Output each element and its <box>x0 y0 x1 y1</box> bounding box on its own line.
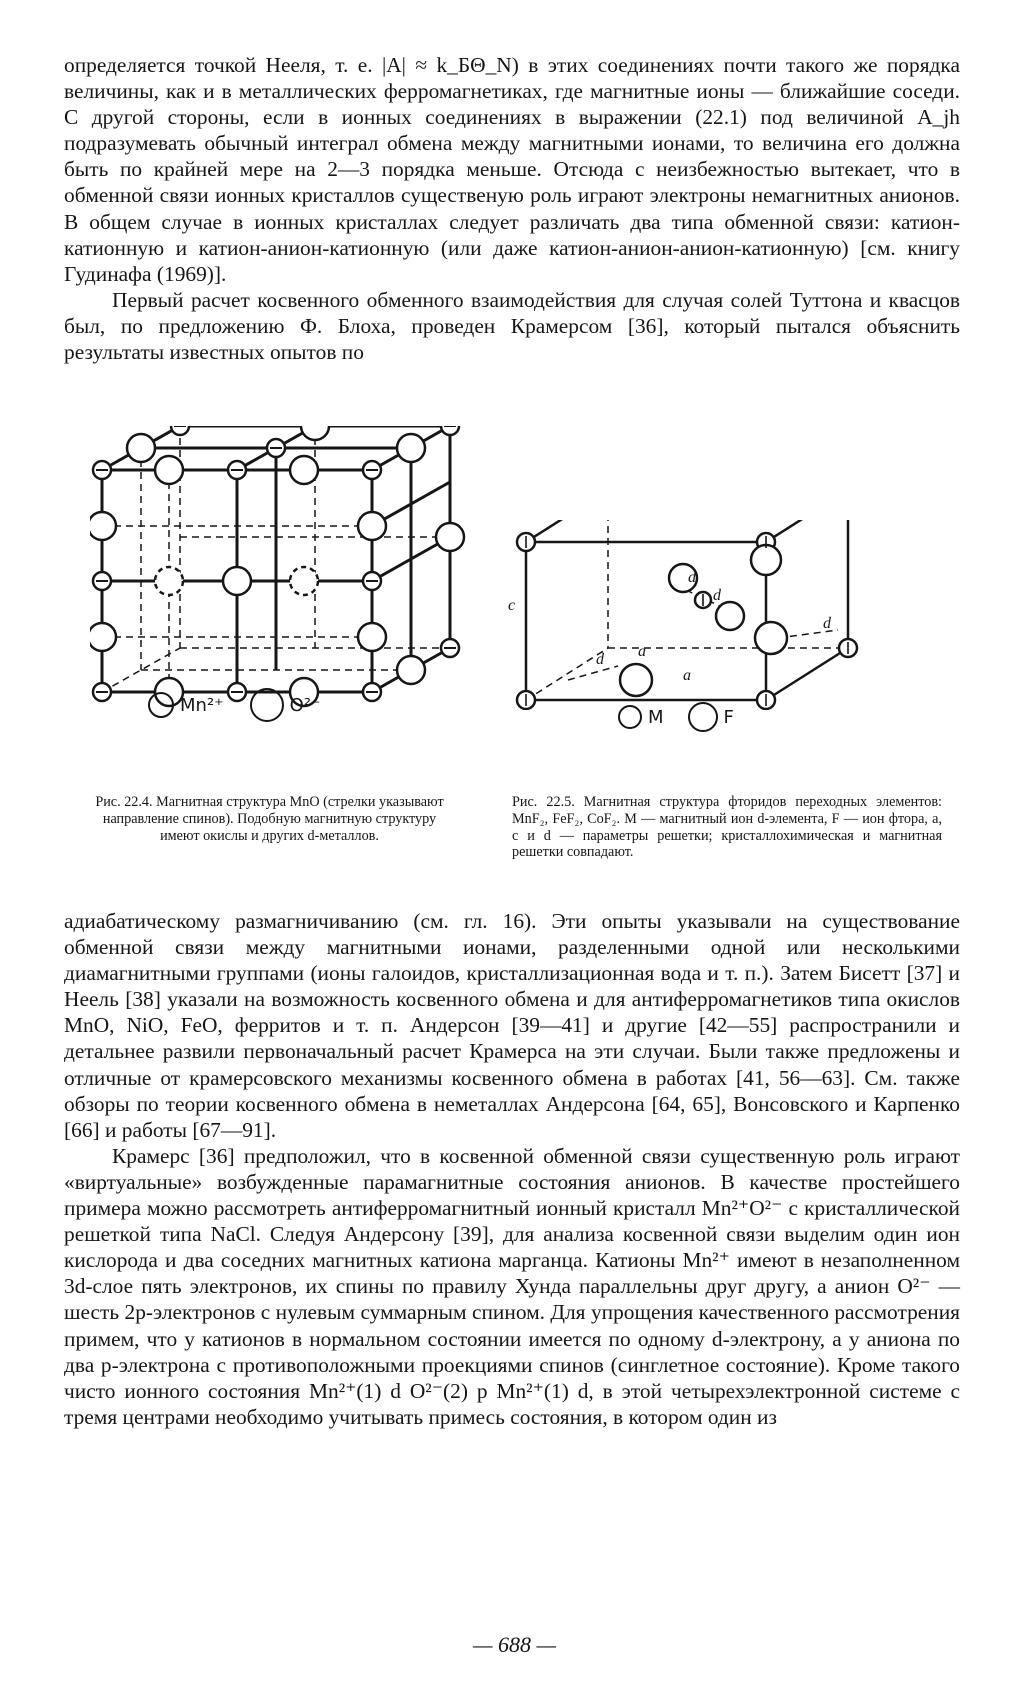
text-block-bottom <box>64 908 960 1430</box>
mno-lattice-diagram <box>90 426 470 716</box>
paragraph: определяется точкой Нееля, т. е. |A| ≈ k_БΘ_N) в этих соединениях почти такого же порядка величины, как и в металлических ферромагнетиках, где магнитные ионы — ближайшие соседи. С другой стороны, если в ионных соединениях в выражении (22.1) под величиной A_jh подразумевать обычный интеграл обмена между магнитными ионами, то величина его должна быть по крайней мере на 2—3 порядка меньше. Отсюда с неизбежностью вытекает, что в обменной связи ионных кристаллов существеную роль играют электроны немагнитных анионов. В общем случае в ионных кристаллах следует различать два типа обменной связи: катион-катионную и катион-анион-катионную (или даже катион-анион-анион-катионную) [см. книгу Гудинафа (1969)]. <box>64 53 960 286</box>
figure-caption-22-5: Рис. 22.5. Магнитная структура фторидов переходных элементов: MnF₂, FeF₂, CoF₂. M — магнитный ион d-элемента, F — ион фтора, a, c и d — параметры решетки; кристаллохимическая и магнитная решетки совпадают. <box>512 794 942 861</box>
o-ion-legend-icon <box>250 688 284 722</box>
label-a2: a <box>683 667 691 684</box>
legend-mno <box>148 688 321 722</box>
f-ion-legend-icon <box>688 702 718 732</box>
label-a: a <box>638 643 646 660</box>
legend-label-mn: Mn²⁺ <box>180 694 224 716</box>
legend-label-m: M <box>648 706 664 728</box>
label-d1: d <box>688 569 696 586</box>
label-c: c <box>508 597 516 614</box>
page-number: — 688 — <box>472 1632 557 1657</box>
figure-fluoride-structure <box>508 520 948 740</box>
paragraph: Крамерс [36] предположил, что в косвенной обменной связи существенную роль играют «виртуальные» возбужденные парамагнитные состояния анионов. В качестве простейшего примера можно рассмотреть антиферромагнитный ионный кристалл Mn²⁺O²⁻ с кристаллической решеткой типа NaCl. Следуя Андерсону [39], для анализа косвенной связи выделим один ион кислорода и два соседних магнитных катиона марганца. Катионы Mn²⁺ имеют в незаполненном 3d-слое пять электронов, их спины по правилу Хунда параллельны друг другу, а анион O²⁻ — шесть 2p-электронов с нулевым суммарным спином. Для упрощения качественного рассмотрения примем, что у катионов в нормальном состоянии имеется по одному d-электрону, а у аниона по два p-электрона с противоположными проекциями спинов (синглетное состояние). Кроме такого чисто ионного состояния Mn²⁺(1) d O²⁻(2) p Mn²⁺(1) d, в этой четырехэлектронной системе с тремя центрами необходимо учитывать примесь состояния, в котором один из <box>64 1143 960 1429</box>
paragraph: Первый расчет косвенного обменного взаимодействия для случая солей Туттона и квасцов был, по предложению Ф. Блоха, проведен Крамерсом [36], который пытался объяснить результаты известных опытов по <box>64 287 960 365</box>
fluoride-lattice-diagram <box>508 520 948 710</box>
figure-mno-structure <box>90 426 470 716</box>
figure-caption-22-4: Рис. 22.4. Магнитная структура MnO (стрелки указывают направление спинов). Подобную магнитную структуру имеют окислы и других d-металлов. <box>95 794 444 844</box>
label-d3: d <box>596 651 604 668</box>
label-d2: d <box>713 587 721 604</box>
legend-label-f: F <box>723 706 734 728</box>
m-ion-legend-icon <box>618 705 642 729</box>
mn-ion-legend-icon <box>148 692 174 718</box>
paragraph: адиабатическому размагничиванию (см. гл. 16). Эти опыты указывали на существование обменной связи между магнитными ионами, разделенными одной или несколькими диамагнитными группами (ионы галоидов, кристаллизационная вода и т. п.). Затем Бисетт [37] и Неель [38] указали на возможность косвенного обмена и для антиферромагнетиков типа окислов MnO, NiO, FeO, ферритов и т. п. Андерсон [39—41] и другие [42—55] распространили и детальнее развили первоначальный расчет Крамерса на эти случаи. Были также предложены и отличные от крамерсовского механизмы косвенного обмена в работах [41, 56—63]. См. также обзоры по теории косвенного обмена в неметаллах Андерсона [64, 65], Вонсовского и Карпенко [66] и работы [67—91]. <box>64 909 960 1142</box>
legend-label-o: O²⁻ <box>289 694 321 716</box>
label-d4: d <box>823 615 831 632</box>
text-block-top <box>64 52 960 365</box>
legend-fluoride <box>618 702 734 732</box>
